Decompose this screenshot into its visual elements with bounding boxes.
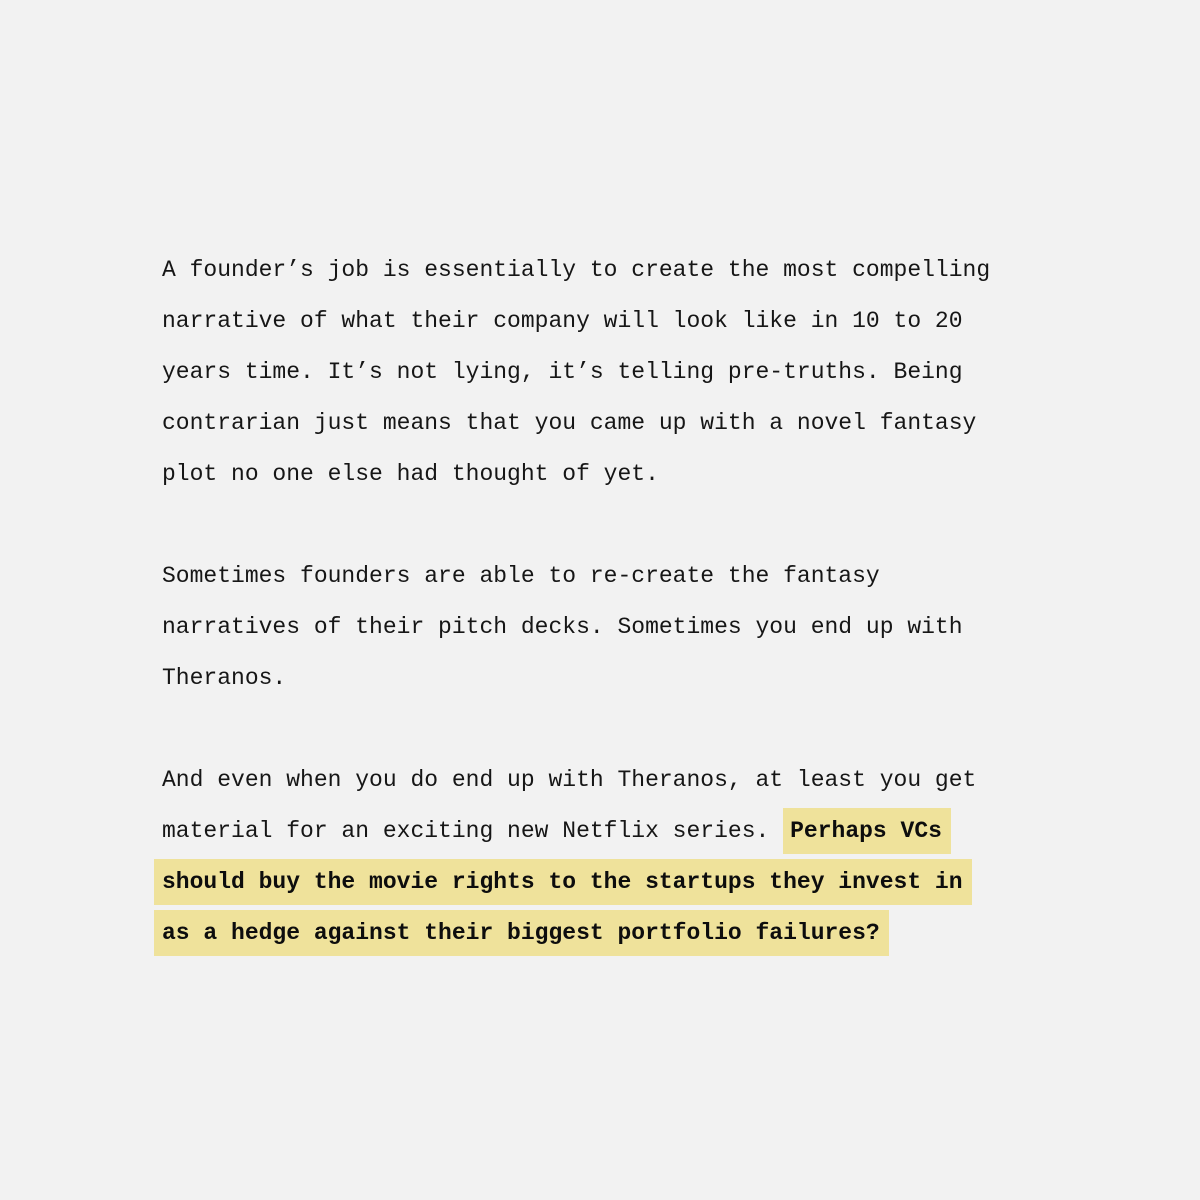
paragraph-2 — [162, 551, 1032, 704]
highlighted-quote: Perhaps VCs — [783, 808, 951, 854]
paragraph-line: narratives of their pitch decks. Sometimes you end up with — [162, 614, 963, 640]
paragraph-line: Sometimes founders are able to re-create the fantasy — [162, 563, 880, 589]
paragraph-line: Theranos. — [162, 665, 287, 691]
paragraph-line — [162, 857, 1032, 908]
paragraph-line: contrarian just means that you came up with a novel fantasy — [162, 410, 977, 436]
paragraph-line: narrative of what their company will look like in 10 to 20 — [162, 308, 963, 334]
paragraph-line — [162, 806, 1032, 857]
paragraph-line: A founder’s job is essentially to create the most compelling — [162, 257, 991, 283]
paragraph-3 — [162, 755, 1032, 959]
paragraph-text: material for an exciting new Netflix series. — [162, 818, 784, 844]
paragraph-line: plot no one else had thought of yet. — [162, 461, 659, 487]
highlighted-quote: as a hedge against their biggest portfolio failures? — [154, 910, 889, 956]
article-body — [162, 245, 1032, 959]
paragraph-line: And even when you do end up with Theranos, at least you get — [162, 767, 977, 793]
paragraph-line — [162, 908, 1032, 959]
paragraph-1 — [162, 245, 1032, 500]
paragraph-line: years time. It’s not lying, it’s telling pre-truths. Being — [162, 359, 963, 385]
highlighted-quote: should buy the movie rights to the startups they invest in — [154, 859, 972, 905]
